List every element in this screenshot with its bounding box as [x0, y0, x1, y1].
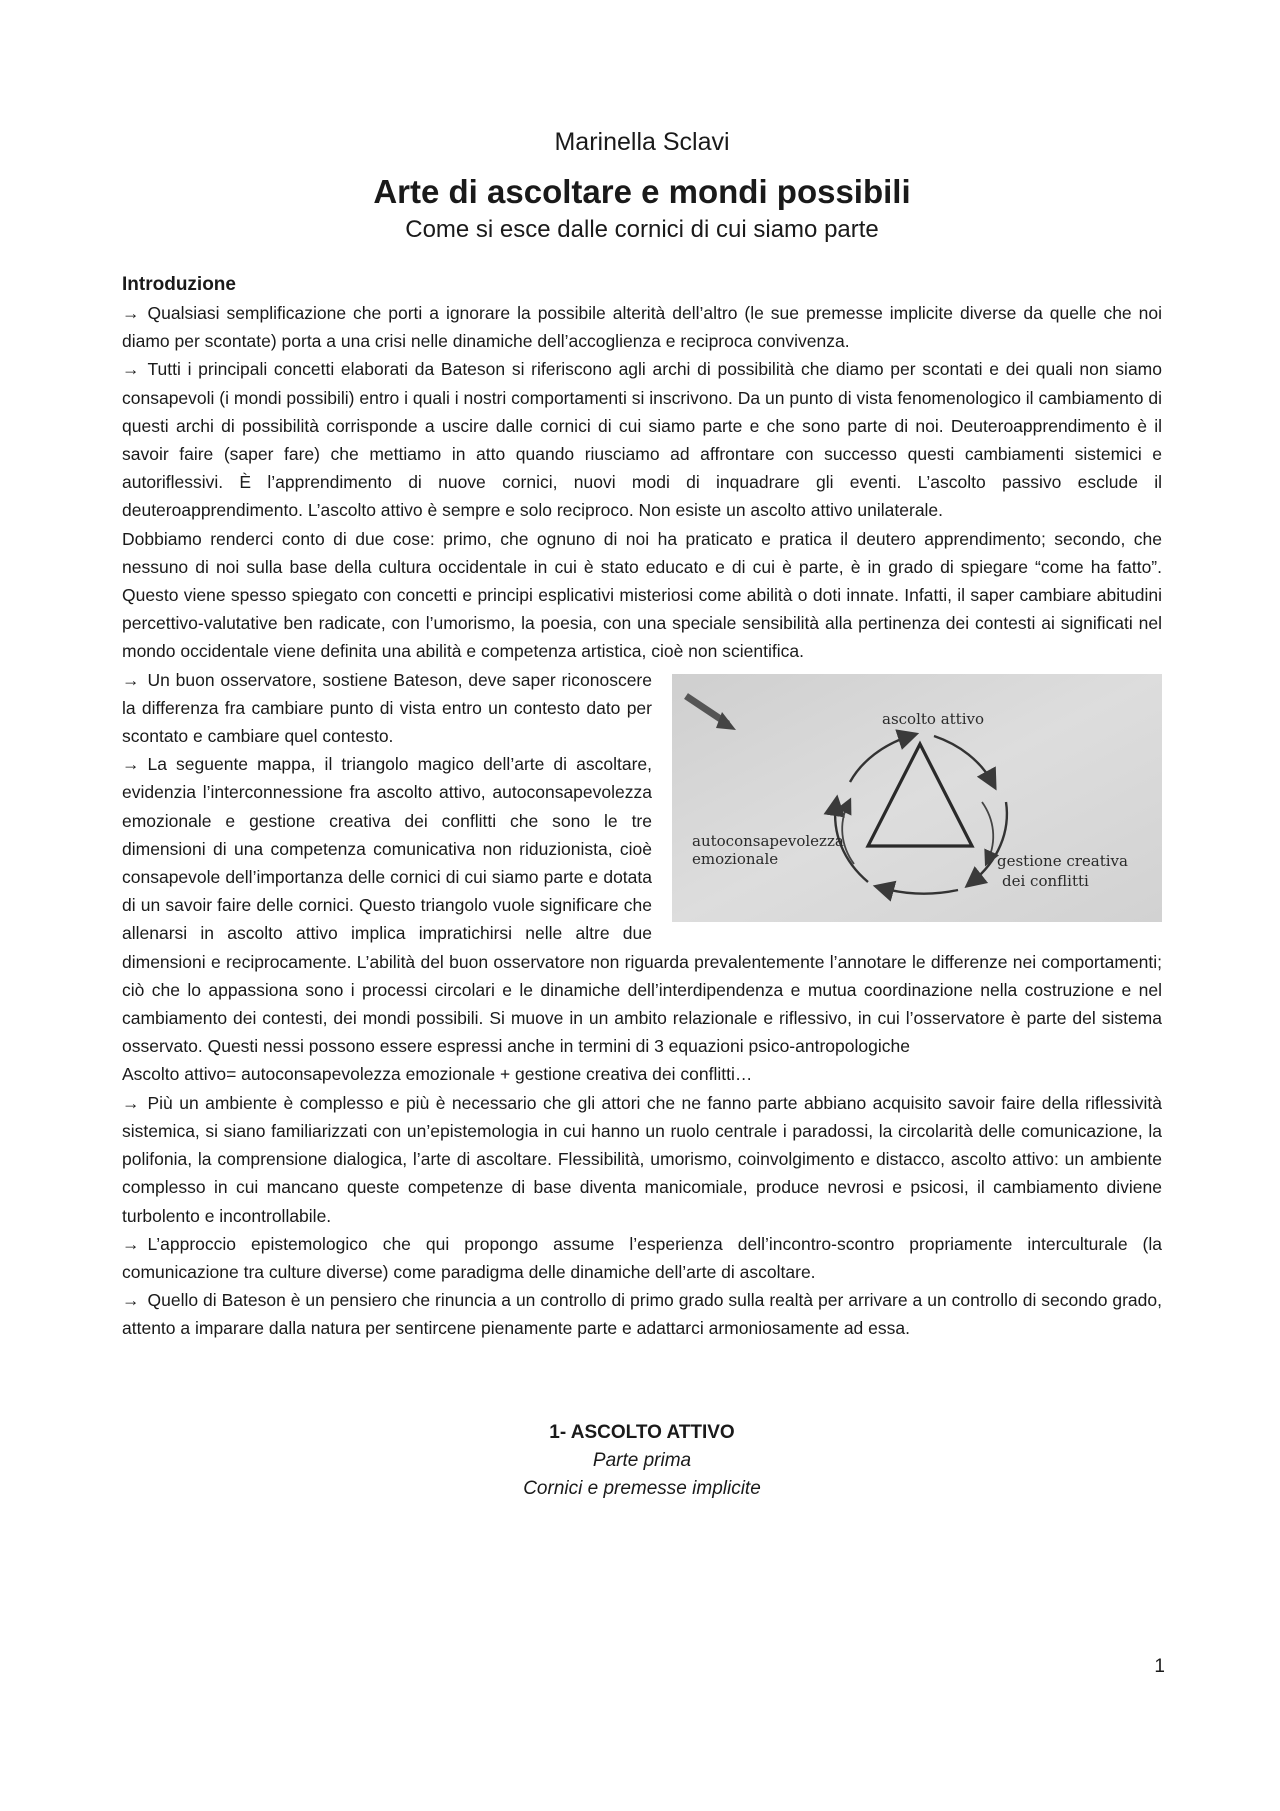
triangle-diagram: [672, 674, 1162, 922]
paragraph-9: [122, 1286, 1162, 1342]
paragraph-1-text: Qualsiasi semplificazione che porti a ignorare la possibile alterità dell’altro (le sue premesse implicite diverse da quelle che noi diamo per scontate) porta a una crisi nelle dinamiche dell’accoglienza e reciproca convivenza.: [122, 303, 1162, 352]
author-name: Marinella Sclavi: [554, 128, 730, 156]
paragraph-8: [122, 1230, 1162, 1286]
paragraph-8-text: L’approccio epistemologico che qui propongo assume l’esperienza dell’incontro-scontro propriamente interculturale (la comunicazione tra culture diverse) come paradigma delle dinamiche dell’arte di ascoltare.: [122, 1233, 1162, 1282]
paragraph-4-text: Un buon osservatore, sostiene Bateson, deve saper riconoscere la differenza fra cambiare punto di vista entro un contesto dato per scontato e cambiare quel contesto.: [122, 669, 652, 747]
document-title: Arte di ascoltare e mondi possibili: [373, 173, 911, 210]
arrow-icon: →: [122, 1290, 140, 1311]
arrow-icon: →: [122, 1233, 140, 1254]
paragraph-2-text: Tutti i principali concetti elaborati da Bateson si riferiscono agli archi di possibilità che diamo per scontati e dei quali non siamo consapevoli (i mondi possibili) entro i quali i nostri comportamenti si inscrivono. Da un punto di vista fenomenologico il cambiamento di questi archi di possibilità corrisponde a uscire dalle cornici di cui siamo parte e che sono parte di noi. Deuteroapprendimento è il savoir faire (saper fare) che mettiamo in atto quando riusciamo ad affrontare con successo questi cambiamenti sistemici e autoriflessivi. È l’apprendimento di nuove cornici, nuovi modi di inquadrare gli eventi. L’ascolto passivo esclude il deuteroapprendimento. L’ascolto attivo è sempre e solo reciproco. Non esiste un ascolto attivo unilaterale.: [122, 359, 1162, 521]
label-autoconsapevolezza: autoconsapevolezza: [692, 831, 844, 850]
paragraph-7-text: Più un ambiente è complesso e più è necessario che gli attori che ne fanno parte abbiano acquisito savoir faire della riflessività sistemica, si siano familiarizzati con un’epistemologia in cui hanno un ruolo centrale i paradossi, la circolarità delle comunicazione, la polifonia, la comprensione dialogica, l’arte di ascoltare. Flessibilità, umorismo, coinvolgimento e distacco, ascolto attivo: un ambiente complesso in cui mancano queste competenze di base diventa manicomiale, produce nevrosi e psicosi, il cambiamento diviene turbolento e incontrollabile.: [122, 1092, 1162, 1226]
label-emozionale: emozionale: [692, 849, 779, 868]
paragraph-7: [122, 1089, 1162, 1230]
arrow-icon: →: [122, 754, 140, 775]
arrow-icon: →: [122, 1092, 140, 1113]
paragraph-9-text: Quello di Bateson è un pensiero che rinuncia a un controllo di primo grado sulla realtà per arrivare a un controllo di secondo grado, attento a imparare dalla natura per sentircene pienamente parte e adattarci armoniosamente ad essa.: [122, 1290, 1162, 1339]
paragraph-6: [122, 1060, 1162, 1088]
paragraph-3: [122, 525, 1162, 666]
page-number: 1: [1154, 1656, 1165, 1677]
label-gestione-creativa: gestione creativa: [997, 851, 1128, 870]
chapter-title: 1- ASCOLTO ATTIVO: [549, 1421, 735, 1443]
chapter-part: Parte prima: [592, 1449, 692, 1471]
document-subtitle: Come si esce dalle cornici di cui siamo parte: [405, 216, 879, 243]
arrow-icon: →: [122, 669, 140, 690]
chapter-subtitle: Cornici e premesse implicite: [523, 1477, 761, 1499]
paragraph-3-text: Dobbiamo renderci conto di due cose: primo, che ognuno di noi ha praticato e pratica il deutero apprendimento; secondo, che nessuno di noi sulla base della cultura occidentale in cui è stato educato e di cui è parte, è in grado di spiegare “come ha fatto”. Questo viene spesso spiegato con concetti e principi esplicativi misteriosi come abilità o doti innate. Infatti, il saper cambiare abitudini percettivo-valutative ben radicate, con l’umorismo, la poesia, con una speciale sensibilità alla pertinenza dei contesti ai significati nel mondo occidentale viene definita una abilità e competenza artistica, cioè non scientifica.: [122, 528, 1162, 662]
label-dei-conflitti: dei conflitti: [1002, 871, 1089, 890]
paragraph-5-text: La seguente mappa, il triangolo magico dell’arte di ascoltare, evidenzia l’interconnessione fra ascolto attivo, autoconsapevolezza emozionale e gestione creativa dei conflitti che sono le tre dimensioni di una competenza comunicativa non riduzionista, cioè consapevole dell’importanza delle cornici di cui siamo parte e dotata di un savoir faire delle cornici. Questo triangolo vuole significare che allenarsi in ascolto attivo implica impratichirsi nelle altre due dimensioni e reciprocamente. L’abilità del buon osservatore non riguarda prevalentemente l’annotare le differenze nei comportamenti; ciò che lo appassiona sono i processi circolari e le dinamiche dell’interdipendenza e mutua coordinazione nella costruzione e nel cambiamento dei contesti, dei mondi possibili. Si muove in un ambito relazionale e riflessivo, in cui l’osservatore è parte del sistema osservato. Questi nessi possono essere espressi anche in termini di 3 equazioni psico-antropologiche: [122, 754, 1162, 1057]
paragraph-2: [122, 355, 1162, 524]
arrow-icon: →: [122, 303, 140, 323]
chapter-heading: [122, 1419, 1162, 1503]
triangle-diagram-figure: [672, 674, 1162, 922]
section-heading-introduzione: Introduzione: [122, 274, 236, 295]
paragraph-1: [122, 299, 1162, 355]
arrow-icon: →: [122, 359, 140, 380]
paragraph-6-text: Ascolto attivo= autoconsapevolezza emozionale + gestione creativa dei conflitti…: [122, 1064, 753, 1085]
document-body: [122, 125, 1162, 1503]
label-ascolto-attivo: ascolto attivo: [882, 709, 984, 728]
